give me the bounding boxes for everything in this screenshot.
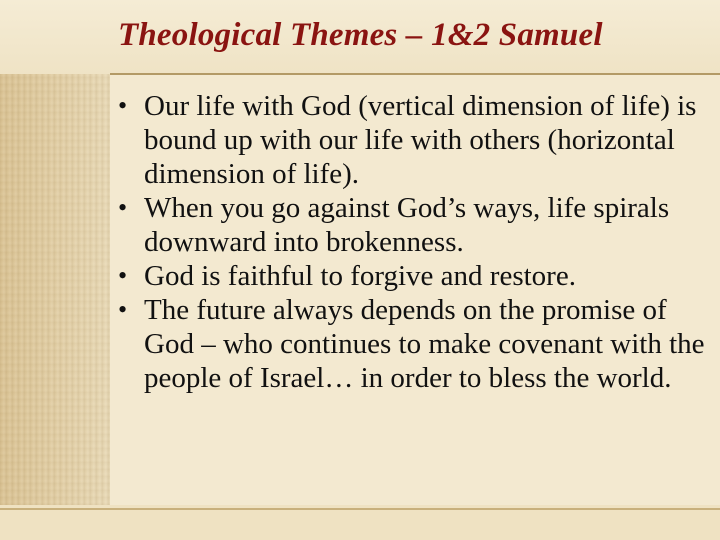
- slide-body: [110, 75, 720, 505]
- bullet-text: God is faithful to forgive and restore.: [144, 260, 576, 292]
- bullet-text: The future always depends on the promise of God – who continues to make covenant with the people of Israel… in order to bless the world.: [144, 294, 705, 394]
- bullet-item: [116, 89, 708, 191]
- footer-bar: [0, 505, 720, 540]
- bullet-text: Our life with God (vertical dimension of life) is bound up with our life with others (horizontal dimension of life).: [144, 90, 697, 190]
- bullet-list: [116, 89, 708, 395]
- bullet-item: [116, 293, 708, 395]
- bullet-dot-icon: •: [118, 295, 128, 324]
- bullet-item: [116, 191, 708, 259]
- bullet-dot-icon: •: [118, 91, 128, 120]
- bullet-text: When you go against God’s ways, life spirals downward into brokenness.: [144, 192, 670, 258]
- footer-divider: [0, 508, 720, 510]
- bullet-dot-icon: •: [118, 261, 128, 290]
- bullet-item: [116, 259, 708, 293]
- title-bar: [0, 0, 720, 74]
- slide-title: Theological Themes – 1&2 Samuel: [118, 17, 603, 53]
- textured-side-strip: [0, 0, 111, 540]
- bullet-dot-icon: •: [118, 193, 128, 222]
